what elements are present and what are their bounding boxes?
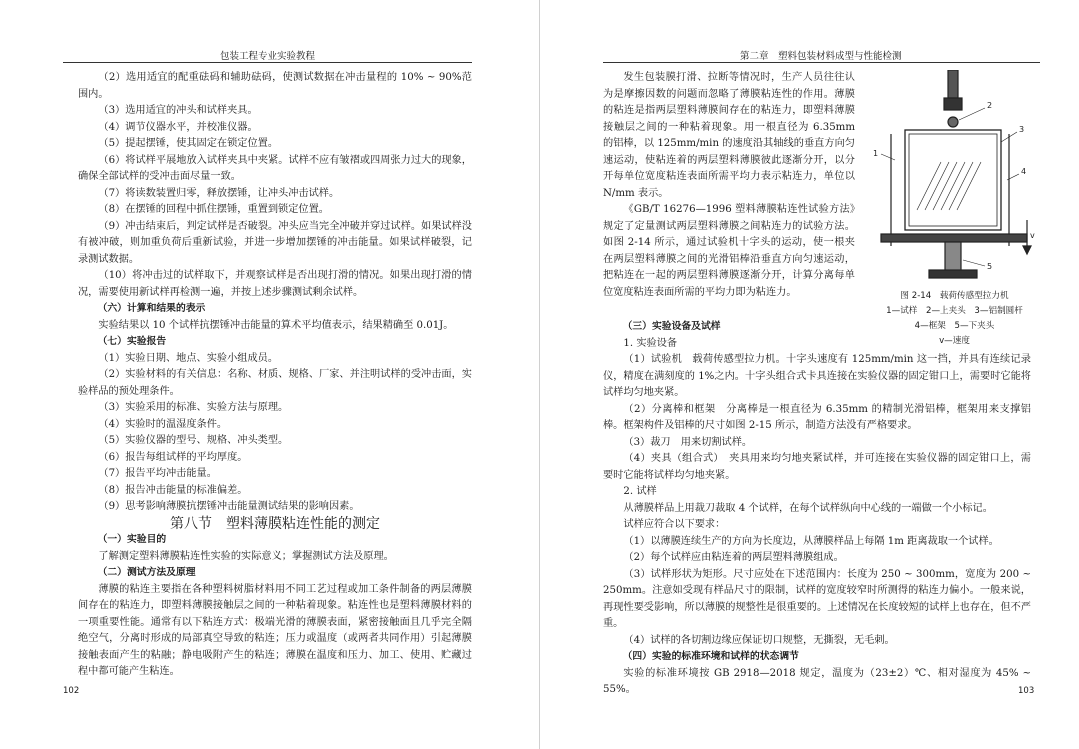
report-item: （9）思考影响薄膜抗摆锤冲击能量测试结果的影响因素。 bbox=[98, 501, 360, 512]
tensile-tester-diagram bbox=[867, 70, 1042, 288]
equipment-item: （3）裁刀 用来切割试样。 bbox=[623, 436, 753, 448]
paragraph: 《GB/T 16276—1996 塑料薄膜粘连性试验方法》规定了定量测试两层塑料薄膜之间粘连力的试验方法。如图 2-14 所示，通过试验机十字头的运动，使一根夹在两层塑料薄膜之间的光滑铝棒沿垂直方向匀速运动，把粘连在一起的两层塑料薄膜逐渐分开，计算分离每单位宽度粘连表面所需的平均力即为粘连力。 bbox=[603, 204, 855, 298]
step-item: （5）提起摆锤，使其固定在锁定位置。 bbox=[98, 138, 279, 149]
figure-2-14 bbox=[867, 70, 1042, 348]
figure-legend: v—速度 bbox=[939, 336, 970, 346]
figure-caption: 图 2-14 载荷传感型拉力机 bbox=[900, 291, 1009, 301]
page-number: 102 bbox=[63, 686, 80, 696]
sample-item: （3）试样形状为矩形。尺寸应处在下述范围内：长度为 250 ~ 300mm，宽度为 200 ~ 250mm。注意如受现有样品尺寸的限制，试样的宽度较窄时所测得的粘连力偏小。一般来说，再现性要受影响，所以薄膜的规整性是很重要的。上述情况在长度较短的试样上也存在，但不严重。 bbox=[603, 568, 1031, 629]
label-v: v bbox=[1030, 231, 1035, 240]
paragraph: 薄膜的粘连主要指在各种塑料树脂材料用不同工艺过程或加工条件制备的两层薄膜间存在的粘连力，即塑料薄膜接触层之间的一种粘着现象。粘连性也是塑料薄膜材料的一项重要性能。通常有以下粘连方式：极端光滑的薄膜表面，紧密接触面且几乎完全隔绝空气，分离时形成的局部真空导致的粘连；压力或温度（或两者共同作用）引起薄膜接触表面产生的粘融；静电吸附产生的粘连；薄膜在温度和压力、加工、使用、贮藏过程中都可能产生粘连。 bbox=[78, 583, 472, 677]
header-rule bbox=[63, 62, 472, 63]
sample-item: （1）以薄膜连续生产的方向为长度边，从薄膜样品上每隔 1m 距离裁取一个试样。 bbox=[623, 535, 999, 547]
paragraph: 实验的标准环境按 GB 2918—2018 规定，温度为（23±2）℃、相对湿度为 45% ~ 55%。 bbox=[603, 667, 1031, 695]
left-page bbox=[0, 0, 539, 749]
report-item: （6）报告每组试样的平均厚度。 bbox=[98, 451, 248, 463]
report-item: （8）报告冲击能量的标准偏差。 bbox=[98, 484, 248, 496]
subheading: 2. 试样 bbox=[623, 486, 657, 497]
running-header: 第二章 塑料包装材料成型与性能检测 bbox=[740, 51, 902, 62]
step-item: （2）选用适宜的配重砝码和辅助砝码，使测试数据在冲击量程的 10% ~ 90%范围内。 bbox=[78, 72, 472, 100]
sample-item: （2）每个试样应由粘连着的两层塑料薄膜组成。 bbox=[623, 552, 844, 563]
label-3: 3 bbox=[1019, 125, 1025, 134]
subheading-seven: （七）实验报告 bbox=[97, 336, 167, 347]
subheading-four: （四）实验的标准环境和试样的状态调节 bbox=[622, 651, 799, 662]
step-item: （4）调节仪器水平，并校准仪器。 bbox=[98, 121, 258, 133]
report-item: （7）报告平均冲击能量。 bbox=[98, 468, 217, 479]
step-item: （8）在摆锤的回程中抓住摆锤，重置到锁定位置。 bbox=[98, 204, 329, 215]
step-item: （7）将读数装置归零，释放摆锤，让冲头冲击试样。 bbox=[98, 187, 340, 199]
step-item: （6）将试样平展地放入试样夹具中夹紧。试样不应有皱褶或四周张力过大的现象，确保全部试样的受冲击面尽量一致。 bbox=[78, 154, 472, 182]
figure-legend: 1—试样 2—上夹头 3—铝制圆杆 bbox=[886, 306, 1023, 316]
equipment-item: （4）夹具（组合式） 夹具用来均匀地夹紧试样，并可连接在实验仪器的固定钳口上，需要时它能将试样均匀地夹紧。 bbox=[603, 453, 1031, 481]
sample-item: （4）试样的各切割边缘应保证切口规整，无撕裂，无毛刺。 bbox=[623, 634, 895, 646]
label-1: 1 bbox=[873, 149, 879, 158]
right-bottom-text bbox=[603, 319, 1031, 699]
step-item: （10）将冲击过的试样取下，并观察试样是否出现打滑的情况。如果出现打滑的情况，需要使用新试样再检测一遍，并按上述步骤测试剩余试样。 bbox=[78, 270, 472, 298]
paragraph: 从薄膜样品上用裁刀裁取 4 个试样，在每个试样纵向中心线的一端做一个小标记。 bbox=[623, 502, 993, 514]
report-item: （3）实验采用的标准、实验方法与原理。 bbox=[98, 402, 289, 413]
label-2: 2 bbox=[987, 101, 993, 110]
section-title: 第八节 塑料薄膜粘连性能的测定 bbox=[170, 515, 380, 532]
label-5: 5 bbox=[987, 262, 993, 271]
subheading-two: （二）测试方法及原理 bbox=[97, 567, 196, 578]
paragraph: 试样应符合以下要求： bbox=[623, 519, 726, 530]
report-item: （4）实验时的温湿度条件。 bbox=[98, 418, 228, 430]
report-item: （5）实验仪器的型号、规格、冲头类型。 bbox=[98, 435, 289, 446]
subheading-one: （一）实验目的 bbox=[97, 534, 167, 545]
label-4: 4 bbox=[1021, 167, 1027, 176]
subheading-six: （六）计算和结果的表示 bbox=[97, 303, 206, 314]
header-rule bbox=[603, 62, 1040, 63]
paragraph: 了解测定塑料薄膜粘连性实验的实际意义；掌握测试方法及原理。 bbox=[98, 550, 394, 562]
subheading: 1. 实验设备 bbox=[623, 337, 678, 349]
equipment-item: （2）分离棒和框架 分离棒是一根直径为 6.35mm 的精制光滑铝棒，框架用来支撑铝棒。框架构件及铝棒的尺寸如图 2-15 所示，制造方法没有严格要求。 bbox=[603, 403, 1031, 431]
right-top-text bbox=[603, 70, 855, 301]
report-item: （1）实验日期、地点、实验小组成员。 bbox=[98, 352, 279, 364]
page-number: 103 bbox=[1018, 686, 1035, 696]
figure-legend: 4—框架 5—下夹头 bbox=[914, 321, 995, 331]
report-item: （2）实验材料的有关信息：名称、材质、规格、厂家、并注明试样的受冲击面，实验样品的预处理条件。 bbox=[78, 369, 472, 397]
equipment-item: （1）试验机 载荷传感型拉力机。十字头速度有 125mm/min 这一挡，并具有连续记录仪，精度在满刻度的 1%之内。十字头组合式卡具连接在实验仪器的固定钳口上，需要时它能将试样均匀地夹紧。 bbox=[603, 354, 1031, 398]
step-item: （3）选用适宜的冲头和试样夹具。 bbox=[98, 105, 258, 116]
paragraph: 发生包装膜打滑、拉断等情况时，生产人员往往认为是摩擦因数的问题而忽略了薄膜粘连性的作用。薄膜的粘连是指两层塑料薄膜间存在的粘连力，即塑料薄膜接触层之间的一种粘着现象。用一根直径为 6.35mm 的铝棒，以 125mm/min 的速度沿其轴线的垂直方向匀速运动，使粘连着的两层塑料薄膜彼此逐渐分开，以分开每单位宽度粘连表面所需平均力表示粘连力，单位以 N/mm 表示。 bbox=[603, 72, 855, 199]
subheading-three: （三）实验设备及试样 bbox=[622, 321, 721, 332]
step-item: （9）冲击结束后，判定试样是否破裂。冲头应当完全冲破并穿过试样。如果试样没有被冲破，则加重负荷后重新试验，并进一步增加摆锤的冲击能量。如果试样破裂，记录测试数据。 bbox=[78, 220, 472, 265]
left-body bbox=[78, 70, 472, 681]
right-page bbox=[540, 0, 1079, 749]
running-header: 包装工程专业实验教程 bbox=[220, 51, 316, 62]
paragraph: 实验结果以 10 个试样抗摆锤冲击能量的算术平均值表示，结果精确至 0.01J。 bbox=[98, 319, 454, 331]
